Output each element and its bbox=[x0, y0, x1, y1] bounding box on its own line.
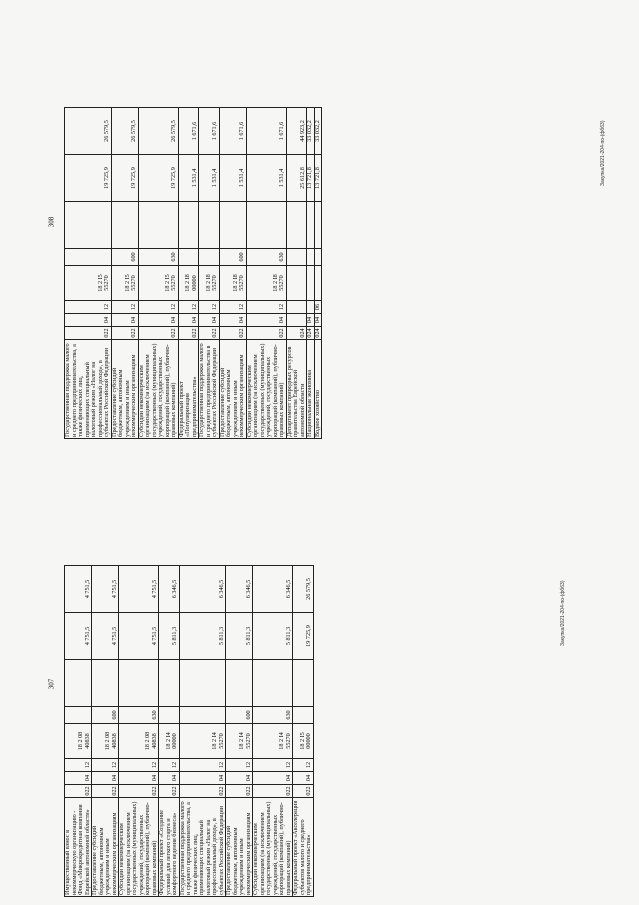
row-name: Субсидии некоммерческим организациям (за исключением государственных (муниципальных) учреждений, государственных корпораций (компаний), публично-правовых компаний) bbox=[119, 798, 159, 897]
rz-code: 04 bbox=[92, 772, 119, 785]
rz-code: 04 bbox=[65, 314, 112, 327]
table-row bbox=[219, 108, 246, 439]
gr-code: 022 bbox=[65, 327, 112, 340]
pr-code: 12 bbox=[178, 301, 199, 314]
vr-code: 600 bbox=[226, 707, 253, 724]
pr-code: 12 bbox=[219, 301, 246, 314]
rz-code: 04 bbox=[226, 772, 253, 785]
row-name: Государственная поддержка малого и среднего предпринимательства, а также физических лиц, применяющих специальный налоговый режим «Налог на профессиональный доход», в субъектах Российской Федерации bbox=[179, 798, 226, 897]
pr-code: 12 bbox=[119, 759, 159, 772]
rz-code: 04 bbox=[199, 314, 220, 327]
pr-code: 12 bbox=[65, 301, 112, 314]
table-row bbox=[253, 566, 293, 897]
amount-1 bbox=[293, 660, 314, 707]
budget-table-right bbox=[64, 107, 322, 439]
gr-code: 024 bbox=[313, 328, 321, 338]
vr-code bbox=[286, 249, 307, 266]
amount-2: 1 531,4 bbox=[178, 155, 199, 202]
table-row bbox=[119, 566, 159, 897]
amount-1 bbox=[179, 660, 226, 707]
table-row bbox=[65, 566, 92, 897]
amount-1 bbox=[65, 660, 92, 707]
pr-code: 12 bbox=[293, 759, 314, 772]
row-name: Национальная экономика bbox=[307, 340, 315, 439]
pr-code bbox=[286, 301, 307, 314]
amount-2: 4 751,5 bbox=[65, 613, 92, 660]
pr-code: 12 bbox=[138, 301, 178, 314]
pr-code bbox=[307, 301, 315, 314]
vr-code bbox=[65, 249, 112, 266]
vr-code bbox=[179, 707, 226, 724]
gr-code: 022 bbox=[219, 327, 246, 340]
amount-2: 1 531,4 bbox=[219, 155, 246, 202]
pr-code: 12 bbox=[111, 301, 138, 314]
amount-1 bbox=[119, 660, 159, 707]
cs-code: 18 2 I8 00000 bbox=[178, 266, 199, 301]
amount-1 bbox=[226, 660, 253, 707]
rz-code: 04 bbox=[65, 772, 92, 785]
pr-code: 12 bbox=[199, 301, 220, 314]
table-row bbox=[159, 566, 180, 897]
vr-code: 630 bbox=[119, 707, 159, 724]
gr-code: 022 bbox=[179, 785, 226, 798]
cs-code: 18 2 08 40838 bbox=[92, 724, 119, 759]
vr-code bbox=[314, 249, 322, 266]
amount-1 bbox=[246, 202, 286, 249]
row-name: Предоставление субсидий бюджетным, автономным учреждениям и иным некоммерческим организациям bbox=[92, 798, 119, 897]
cs-code: 18 2 I4 00000 bbox=[159, 724, 180, 759]
vr-code bbox=[307, 249, 315, 266]
amount-3: 6 346,5 bbox=[179, 566, 226, 613]
amount-1 bbox=[253, 660, 293, 707]
vr-code bbox=[199, 249, 220, 266]
table-row bbox=[65, 108, 112, 439]
pr-code: 12 bbox=[159, 759, 180, 772]
amount-3: 33 032,2 bbox=[307, 108, 315, 155]
amount-3: 44 923,2 bbox=[286, 108, 307, 155]
amount-2: 13 721,8 bbox=[314, 155, 322, 202]
gr-code: 022 bbox=[159, 785, 180, 798]
amount-3: 1 671,6 bbox=[246, 108, 286, 155]
table-row bbox=[314, 108, 322, 439]
amount-1 bbox=[159, 660, 180, 707]
gr-code: 022 bbox=[226, 785, 253, 798]
amount-3: 6 346,5 bbox=[253, 566, 293, 613]
row-name: Имущественный взнос в некоммерческую организацию - Фонд «Микрокредитная компания Еврейской автономной области» bbox=[65, 798, 92, 897]
rz-code: 04 bbox=[119, 772, 159, 785]
row-name: Департамент природных ресурсов правительства Еврейской автономной области bbox=[286, 340, 307, 439]
vr-code bbox=[65, 707, 92, 724]
amount-1 bbox=[65, 202, 112, 249]
row-name: Субсидии некоммерческим организациям (за исключением государственных (муниципальных) учреждений, государственных корпораций (компаний), публично-правовых компаний) bbox=[253, 798, 293, 897]
pr-code: 12 bbox=[65, 759, 92, 772]
rz-code: 04 bbox=[219, 314, 246, 327]
vr-code: 600 bbox=[219, 249, 246, 266]
row-name: Предоставление субсидий бюджетным, автономным учреждениям и иным некоммерческим организациям bbox=[226, 798, 253, 897]
vr-code: 600 bbox=[92, 707, 119, 724]
amount-2: 13 721,8 bbox=[307, 155, 315, 202]
cs-code bbox=[314, 266, 322, 301]
cs-code: 18 2 I8 55270 bbox=[199, 266, 220, 301]
amount-3: 33 032,2 bbox=[314, 108, 322, 155]
amount-3: 26 579,5 bbox=[138, 108, 178, 155]
cs-code: 18 2 I4 55270 bbox=[226, 724, 253, 759]
pr-code: 06 bbox=[314, 301, 322, 314]
amount-2: 4 751,5 bbox=[119, 613, 159, 660]
amount-3: 6 346,5 bbox=[159, 566, 180, 613]
table-row bbox=[293, 566, 314, 897]
cs-code bbox=[286, 266, 307, 301]
rz-code: 04 bbox=[159, 772, 180, 785]
amount-3: 6 346,5 bbox=[226, 566, 253, 613]
row-name: Водное хозяйство bbox=[314, 340, 322, 439]
amount-2: 5 811,3 bbox=[179, 613, 226, 660]
amount-2: 19 725,9 bbox=[138, 155, 178, 202]
gr-code: 022 bbox=[246, 327, 286, 340]
table-row bbox=[286, 108, 307, 439]
amount-2: 5 811,3 bbox=[226, 613, 253, 660]
row-name: Предоставление субсидий бюджетным, автономным учреждениям и иным некоммерческим организациям bbox=[219, 340, 246, 439]
table-row bbox=[226, 566, 253, 897]
table-row bbox=[92, 566, 119, 897]
row-name: Федеральный проект «Акселерация субъектов малого и среднего предпринимательства» bbox=[293, 798, 314, 897]
amount-1 bbox=[138, 202, 178, 249]
table-row bbox=[199, 108, 220, 439]
amount-3: 26 579,5 bbox=[293, 566, 314, 613]
amount-1 bbox=[178, 202, 199, 249]
rz-code: 04 bbox=[179, 772, 226, 785]
rz-code: 04 bbox=[307, 314, 315, 327]
cs-code: 18 2 08 40838 bbox=[119, 724, 159, 759]
rz-code: 04 bbox=[253, 772, 293, 785]
table-row bbox=[178, 108, 199, 439]
table-row bbox=[307, 108, 315, 439]
pr-code: 12 bbox=[246, 301, 286, 314]
amount-1 bbox=[219, 202, 246, 249]
row-name: Субсидии некоммерческим организациям (за исключением государственных (муниципальных) учреждений, государственных корпораций (компаний), публично-правовых компаний) bbox=[246, 340, 286, 439]
amount-2: 4 751,5 bbox=[92, 613, 119, 660]
gr-code: 022 bbox=[199, 327, 220, 340]
cs-code: 18 2 I8 55270 bbox=[219, 266, 246, 301]
row-name: Федеральный проект «Популяризация предпринимательства» bbox=[178, 340, 199, 439]
rz-code: 04 bbox=[246, 314, 286, 327]
cs-code: 18 2 I5 55270 bbox=[138, 266, 178, 301]
page-number-left: 307 bbox=[47, 678, 56, 690]
vr-code bbox=[293, 707, 314, 724]
gr-code: 022 bbox=[293, 785, 314, 798]
gr-code: 022 bbox=[65, 785, 92, 798]
rz-code: 04 bbox=[178, 314, 199, 327]
vr-code: 630 bbox=[246, 249, 286, 266]
amount-1 bbox=[92, 660, 119, 707]
amount-1 bbox=[307, 202, 315, 249]
cs-code: 18 2 I5 55270 bbox=[111, 266, 138, 301]
amount-3: 1 671,6 bbox=[219, 108, 246, 155]
budget-table-left bbox=[64, 565, 314, 897]
cs-code bbox=[307, 266, 315, 301]
row-name: Государственная поддержка малого и среднего предпринимательства, а также физических лиц, применяющих специальный налоговый режим «Налог на профессиональный доход», в субъектах Российской Федерации bbox=[65, 340, 112, 439]
amount-2: 19 725,9 bbox=[65, 155, 112, 202]
row-name: Государственная поддержка малого и среднего предпринимательства в субъектах Российской Федерации bbox=[199, 340, 220, 439]
gr-code: 024 bbox=[306, 328, 313, 338]
amount-3: 4 751,5 bbox=[92, 566, 119, 613]
pr-code: 12 bbox=[226, 759, 253, 772]
footer-right: Закупка/2021-204-по-(фб63) bbox=[600, 120, 606, 186]
row-name: Федеральный проект «Создание условий для легкого старта и комфортного ведения бизнеса» bbox=[159, 798, 180, 897]
page-number-right: 308 bbox=[47, 216, 56, 228]
amount-2: 1 531,4 bbox=[199, 155, 220, 202]
cs-code: 18 2 I5 55270 bbox=[65, 266, 112, 301]
amount-1 bbox=[111, 202, 138, 249]
gr-code: 024 bbox=[286, 327, 307, 340]
pr-code: 12 bbox=[253, 759, 293, 772]
cs-code: 18 2 I5 00000 bbox=[293, 724, 314, 759]
cs-code: 18 2 I4 55270 bbox=[253, 724, 293, 759]
gr-code: 022 bbox=[253, 785, 293, 798]
amount-3: 1 671,6 bbox=[199, 108, 220, 155]
cs-code: 18 2 I4 55270 bbox=[179, 724, 226, 759]
amount-2: 19 725,9 bbox=[293, 613, 314, 660]
gr-code: 022 bbox=[138, 327, 178, 340]
amount-2: 25 612,8 bbox=[286, 155, 307, 202]
amount-3: 4 751,5 bbox=[65, 566, 92, 613]
vr-code bbox=[159, 707, 180, 724]
amount-2: 5 811,3 bbox=[159, 613, 180, 660]
pr-code: 12 bbox=[92, 759, 119, 772]
row-name: Предоставление субсидий бюджетным, автономным учреждениям и иным некоммерческим организациям bbox=[111, 340, 138, 439]
vr-code bbox=[178, 249, 199, 266]
table-row bbox=[179, 566, 226, 897]
pr-code: 12 bbox=[179, 759, 226, 772]
rz-code: 04 bbox=[111, 314, 138, 327]
amount-2: 19 725,9 bbox=[111, 155, 138, 202]
amount-3: 4 751,5 bbox=[119, 566, 159, 613]
rz-code: 04 bbox=[293, 772, 314, 785]
cs-code: 18 2 08 40838 bbox=[65, 724, 92, 759]
amount-1 bbox=[314, 202, 322, 249]
table-row bbox=[111, 108, 138, 439]
gr-code: 022 bbox=[178, 327, 199, 340]
amount-1 bbox=[286, 202, 307, 249]
amount-2: 5 811,3 bbox=[253, 613, 293, 660]
footer-left: Закупка/2021-204-по-(фб63) bbox=[560, 580, 566, 646]
table-row bbox=[138, 108, 178, 439]
rz-code bbox=[286, 314, 307, 327]
gr-code: 022 bbox=[119, 785, 159, 798]
vr-code: 630 bbox=[253, 707, 293, 724]
vr-code: 630 bbox=[138, 249, 178, 266]
table-row bbox=[246, 108, 286, 439]
amount-3: 1 671,6 bbox=[178, 108, 199, 155]
amount-1 bbox=[199, 202, 220, 249]
amount-3: 26 579,5 bbox=[111, 108, 138, 155]
row-name: Субсидии некоммерческим организациям (за исключением государственных (муниципальных) учреждений, государственных корпораций (компаний), публично-правовых компаний) bbox=[138, 340, 178, 439]
rz-code: 04 bbox=[314, 314, 322, 327]
vr-code: 600 bbox=[111, 249, 138, 266]
amount-2: 1 531,4 bbox=[246, 155, 286, 202]
cs-code: 18 2 I8 55270 bbox=[246, 266, 286, 301]
gr-code: 022 bbox=[111, 327, 138, 340]
rz-code: 04 bbox=[138, 314, 178, 327]
amount-3: 26 579,5 bbox=[65, 108, 112, 155]
gr-code: 022 bbox=[92, 785, 119, 798]
